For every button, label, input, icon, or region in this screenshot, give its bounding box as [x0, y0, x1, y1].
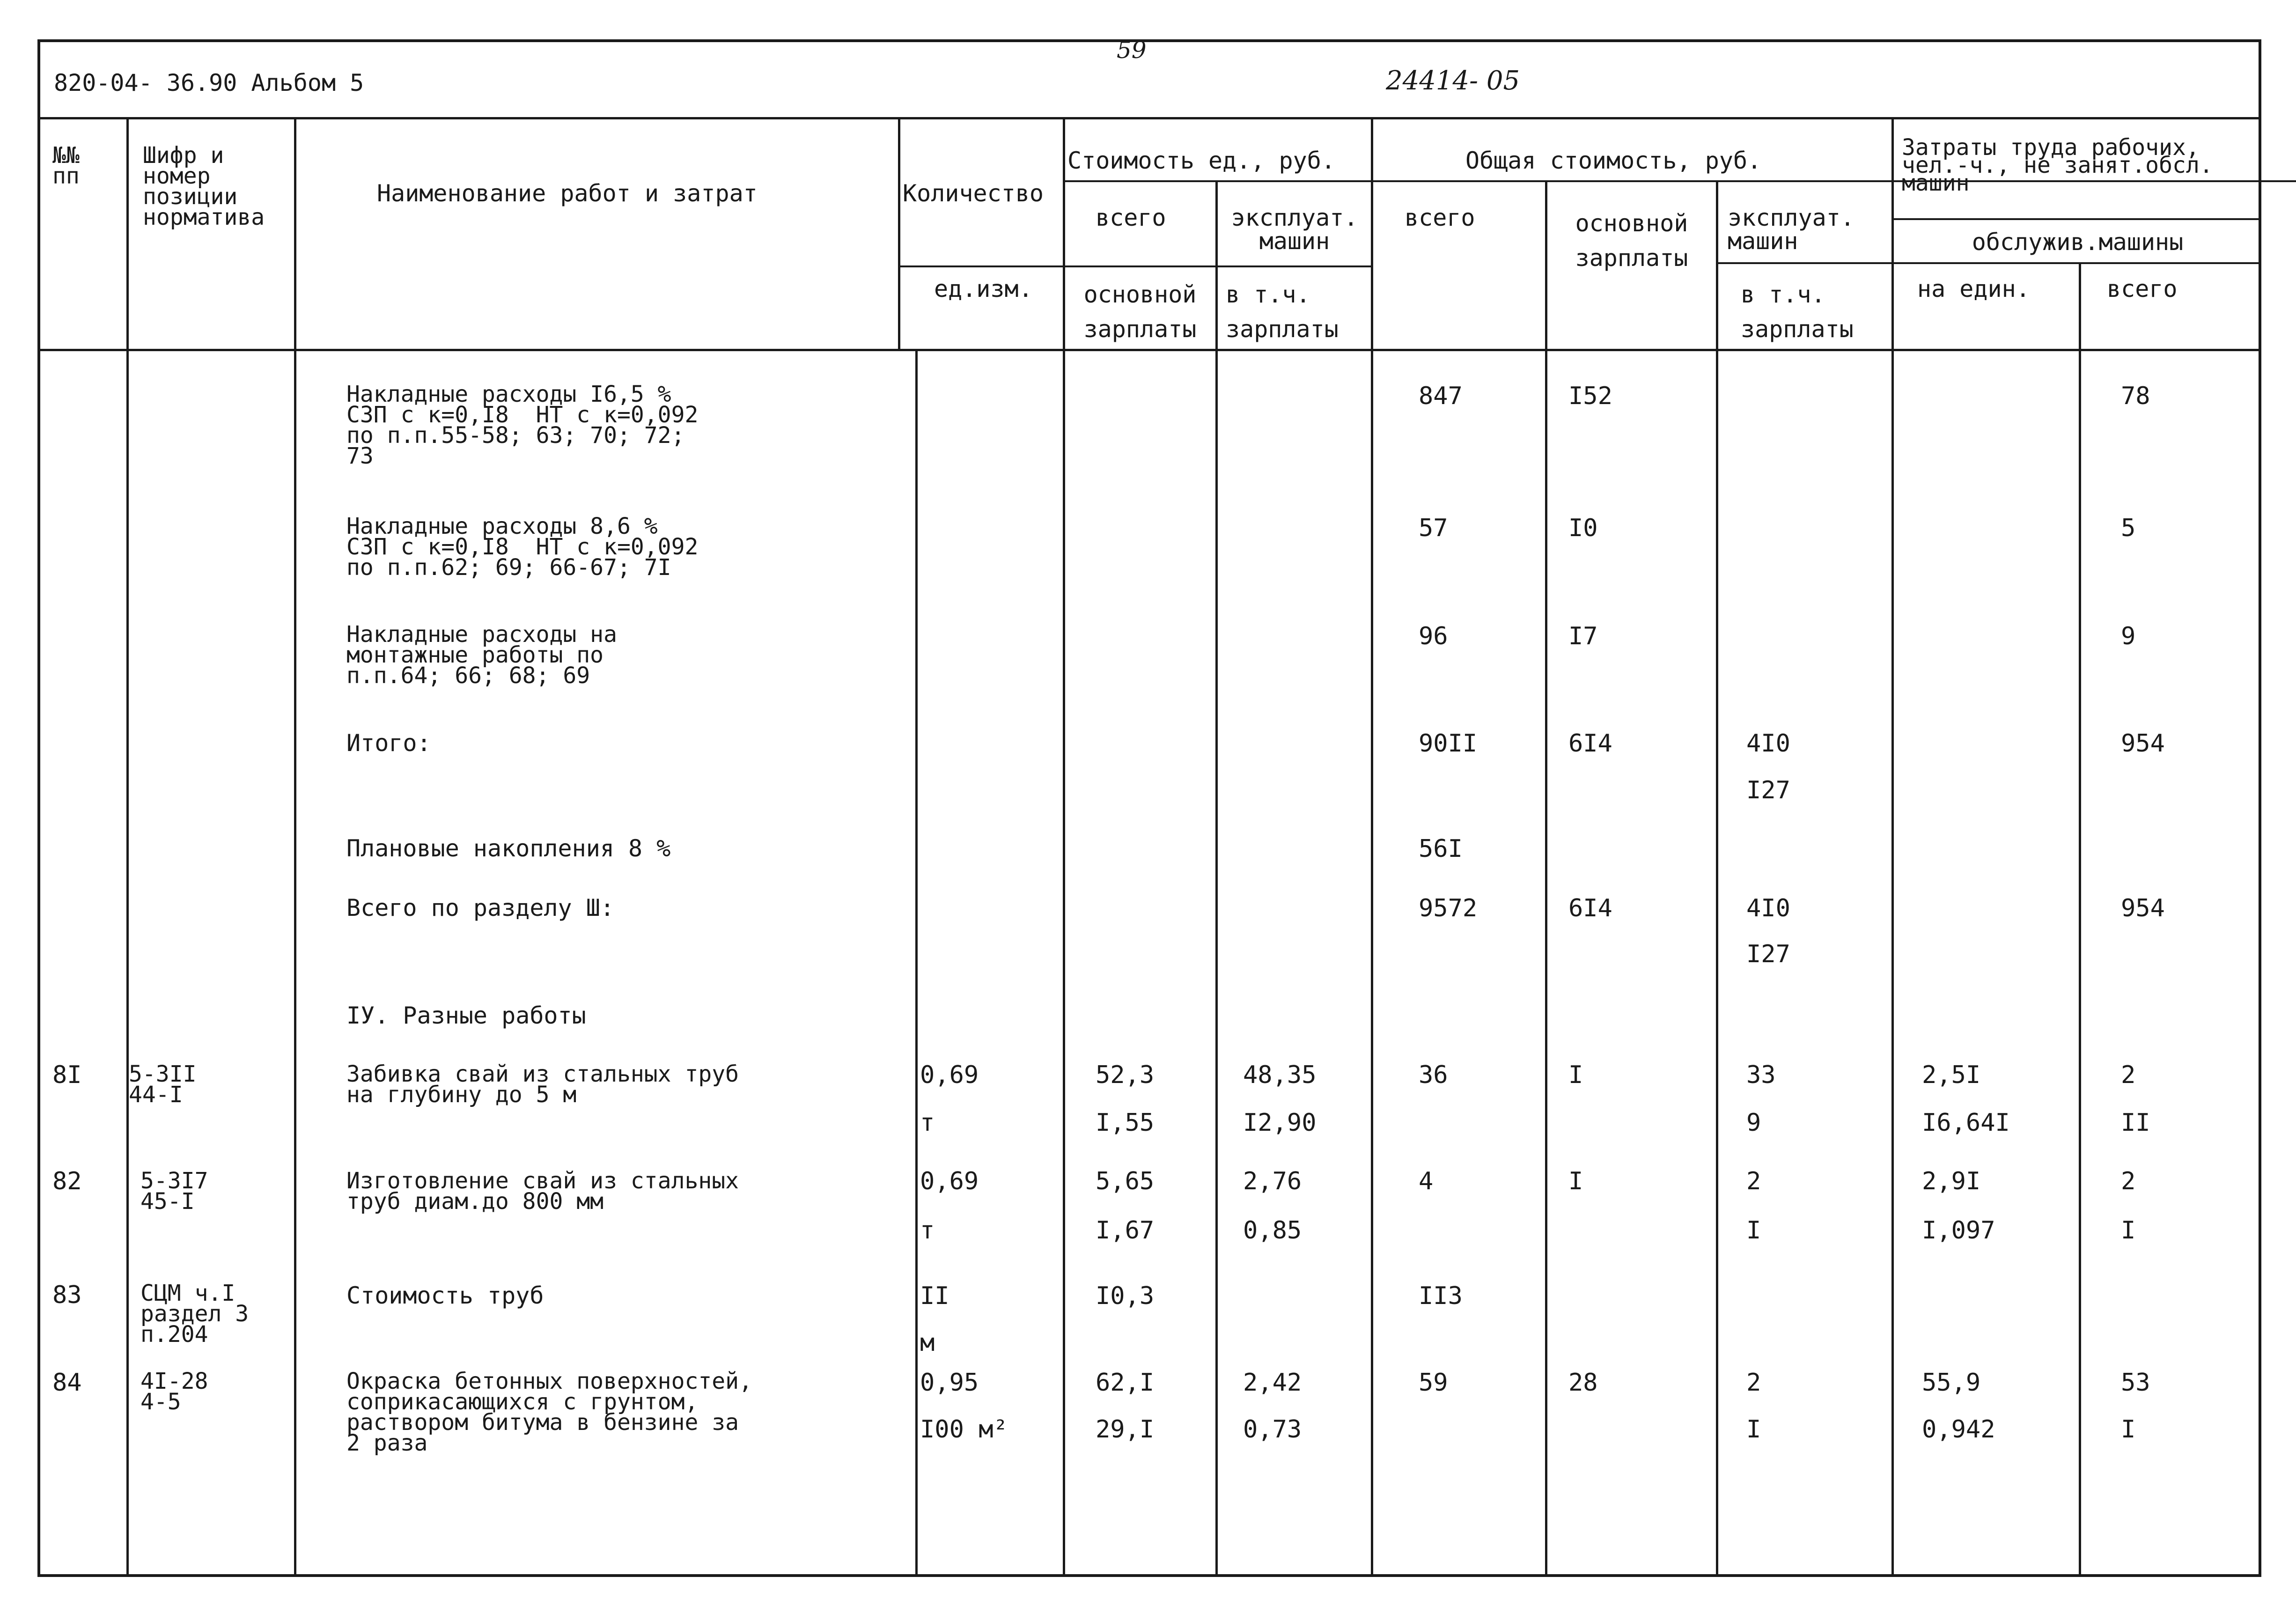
- col-labor-total: всего: [2107, 275, 2178, 302]
- page-number: 59: [1117, 37, 1147, 64]
- r84-unit: I00 м²: [920, 1415, 1008, 1444]
- vline-2: [294, 117, 296, 1576]
- r81-machines: 33: [1746, 1061, 1776, 1089]
- col-unit-machines: эксплуат. машин: [1231, 204, 1358, 255]
- r82-labor-per-unit-1: 2,9I: [1922, 1167, 1981, 1195]
- col-total-incl-wage: в т.ч. зарплаты: [1741, 281, 1854, 343]
- section-total-incl-wage: I27: [1746, 940, 1790, 968]
- r83-qty: II: [920, 1282, 949, 1310]
- col-labor-group: Затраты труда рабочих, чел.-ч., не занят.обсл. машин: [1902, 134, 2213, 196]
- planned-total: 56I: [1419, 835, 1463, 863]
- vline-6: [1371, 117, 1373, 1576]
- header-separator: [37, 349, 2261, 351]
- col-unit: ед.изм.: [934, 275, 1033, 302]
- hline-sub: [898, 265, 1371, 267]
- vline-3b: [915, 350, 918, 1576]
- section-total-labor-total: 954: [2121, 894, 2165, 922]
- r81-unit: т: [920, 1109, 935, 1137]
- r84-unit-base-wage: 29,I: [1096, 1415, 1155, 1444]
- r84-machines: 2: [1746, 1369, 1761, 1397]
- r82-base-wage: I: [1568, 1167, 1583, 1195]
- overhead1-base-wage: I52: [1568, 382, 1612, 410]
- r84-labor-total-1: 53: [2121, 1369, 2150, 1397]
- r83-code: СЦМ ч.I раздел 3 п.204: [140, 1280, 249, 1348]
- vline-9: [1891, 117, 1894, 1576]
- r82-labor-total-1: 2: [2121, 1167, 2136, 1195]
- r81-labor-per-unit-2: I6,64I: [1922, 1109, 2010, 1137]
- col-unit-total: всего: [1096, 204, 1166, 231]
- col-name: Наименование работ и затрат: [377, 180, 758, 207]
- r83-no: 83: [52, 1281, 82, 1309]
- r82-unit-base-wage: I,67: [1096, 1216, 1155, 1245]
- r83-total: II3: [1419, 1282, 1463, 1310]
- col-no: №№ пп: [52, 142, 80, 189]
- title-separator: [37, 117, 2261, 119]
- hline-labor-mid: [1891, 218, 2261, 220]
- col-total-machines: эксплуат. машин: [1728, 204, 1854, 255]
- r82-unit-machines: 2,76: [1243, 1167, 1302, 1195]
- overhead1-labor-total: 78: [2121, 382, 2150, 410]
- section-total-total: 9572: [1419, 894, 1478, 922]
- r84-total: 59: [1419, 1369, 1448, 1397]
- hline-sub2: [1716, 262, 2261, 264]
- col-total-total: всего: [1405, 204, 1475, 231]
- r84-code: 4I-28 4-5: [140, 1368, 208, 1415]
- vline-5: [1215, 180, 1218, 1576]
- section-total-name: Всего по разделу Ш:: [346, 894, 614, 921]
- r81-unit-machines: 48,35: [1243, 1061, 1317, 1089]
- subtotal-machines: 4I0: [1746, 729, 1790, 758]
- section-total-machines: 4I0: [1746, 894, 1790, 922]
- r81-no: 8I: [52, 1061, 82, 1089]
- overhead3-labor-total: 9: [2121, 622, 2136, 650]
- r82-no: 82: [52, 1167, 82, 1195]
- overhead3-name: Накладные расходы на монтажные работы по п.п.64; 66; 68; 69: [346, 621, 617, 689]
- r83-unit-total: I0,3: [1096, 1282, 1155, 1310]
- overhead1-name: Накладные расходы I6,5 % СЗП с к=0,I8 НТ с к=0,092 по п.п.55-58; 63; 70; 72; 73: [346, 381, 699, 469]
- col-unit-base-wage: основной зарплаты: [1083, 281, 1197, 343]
- r84-base-wage: 28: [1568, 1369, 1598, 1397]
- r82-unit-incl-wage: 0,85: [1243, 1216, 1302, 1245]
- r81-unit-incl-wage: I2,90: [1243, 1109, 1317, 1137]
- r81-unit-total: 52,3: [1096, 1061, 1155, 1089]
- r82-code: 5-3I7 45-I: [140, 1168, 208, 1215]
- overhead2-name: Накладные расходы 8,6 % СЗП с к=0,I8 НТ с к=0,092 по п.п.62; 69; 66-67; 7I: [346, 513, 699, 581]
- r82-incl-wage: I: [1746, 1216, 1761, 1245]
- r82-unit-total: 5,65: [1096, 1167, 1155, 1195]
- r82-name: Изготовление свай из стальных труб диам.до 800 мм: [346, 1168, 739, 1215]
- col-qty: Количество: [903, 180, 1044, 207]
- vline-8: [1716, 180, 1718, 1576]
- subtotal-labor-total: 954: [2121, 729, 2165, 758]
- doc-number: 24414- 05: [1386, 66, 1520, 96]
- col-unit-incl-wage: в т.ч. зарплаты: [1226, 281, 1339, 343]
- r81-labor-per-unit-1: 2,5I: [1922, 1061, 1981, 1089]
- r81-labor-total-1: 2: [2121, 1061, 2136, 1089]
- r84-name: Окраска бетонных поверхностей, соприкасающихся с грунтом, раствором битума в бензине за 2 раза: [346, 1368, 752, 1456]
- r84-unit-machines: 2,42: [1243, 1369, 1302, 1397]
- overhead1-total: 847: [1419, 382, 1463, 410]
- r84-unit-incl-wage: 0,73: [1243, 1415, 1302, 1444]
- r84-labor-per-unit-1: 55,9: [1922, 1369, 1981, 1397]
- r82-labor-per-unit-2: I,097: [1922, 1216, 1995, 1245]
- subtotal-total: 90II: [1419, 729, 1478, 758]
- overhead2-total: 57: [1419, 514, 1448, 542]
- col-labor-service: обслужив.машины: [1972, 228, 2184, 256]
- r82-unit: т: [920, 1216, 935, 1245]
- r81-incl-wage: 9: [1746, 1109, 1761, 1137]
- r81-code: 5-3II 44-I: [129, 1061, 197, 1108]
- r82-qty: 0,69: [920, 1167, 979, 1195]
- r81-name: Забивка свай из стальных труб на глубину до 5 м: [346, 1061, 739, 1108]
- overhead3-total: 96: [1419, 622, 1448, 650]
- subtotal-name: Итого:: [346, 729, 431, 757]
- r82-labor-total-2: I: [2121, 1216, 2136, 1245]
- r83-name: Стоимость труб: [346, 1282, 544, 1309]
- r84-labor-total-2: I: [2121, 1415, 2136, 1444]
- r81-unit-base-wage: I,55: [1096, 1109, 1155, 1137]
- r83-unit: м: [920, 1329, 935, 1357]
- vline-10: [2079, 262, 2081, 1576]
- frame-right: [2259, 39, 2261, 1577]
- vline-1: [126, 117, 129, 1576]
- frame-left: [37, 39, 40, 1577]
- r82-machines: 2: [1746, 1167, 1761, 1195]
- col-total-cost-group: Общая стоимость, руб.: [1465, 147, 1762, 174]
- overhead2-base-wage: I0: [1568, 514, 1598, 542]
- overhead2-labor-total: 5: [2121, 514, 2136, 542]
- col-total-base-wage: основной зарплаты: [1575, 210, 1688, 272]
- r82-total: 4: [1419, 1167, 1434, 1195]
- r81-base-wage: I: [1568, 1061, 1583, 1089]
- vline-7: [1545, 180, 1547, 1576]
- r84-no: 84: [52, 1369, 82, 1397]
- section-total-base-wage: 6I4: [1568, 894, 1612, 922]
- section4-heading: IУ. Разные работы: [346, 1002, 586, 1029]
- subtotal-base-wage: 6I4: [1568, 729, 1612, 758]
- frame-bottom: [37, 1574, 2261, 1577]
- r84-labor-per-unit-2: 0,942: [1922, 1415, 1995, 1444]
- frame-top: [37, 39, 2261, 42]
- r84-unit-total: 62,I: [1096, 1369, 1155, 1397]
- planned-name: Плановые накопления 8 %: [346, 835, 671, 862]
- vline-3: [898, 117, 900, 350]
- r81-qty: 0,69: [920, 1061, 979, 1089]
- col-code: Шифр и номер позиции норматива: [143, 142, 265, 230]
- doc-code: 820-04- 36.90 Альбом 5: [54, 69, 364, 96]
- overhead3-base-wage: I7: [1568, 622, 1598, 650]
- subtotal-incl-wage: I27: [1746, 776, 1790, 804]
- col-unit-cost-group: Стоимость ед., руб.: [1067, 147, 1335, 174]
- r81-labor-total-2: II: [2121, 1109, 2150, 1137]
- col-labor-per-unit: на един.: [1917, 275, 2030, 302]
- r81-total: 36: [1419, 1061, 1448, 1089]
- r84-qty: 0,95: [920, 1369, 979, 1397]
- r84-incl-wage: I: [1746, 1415, 1761, 1444]
